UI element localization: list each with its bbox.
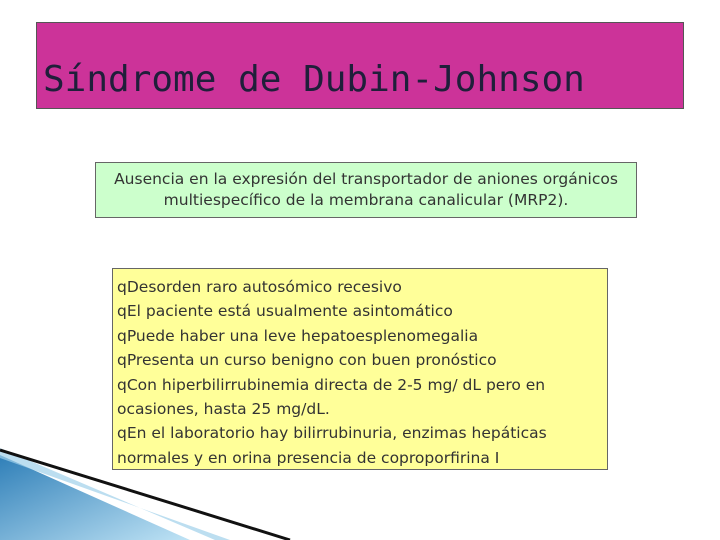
list-item-text: Con hiperbilirrubinemia directa de 2-5 mg/ dL pero en [126,375,546,394]
list-item-text: Presenta un curso benigno con buen pronóstico [126,351,497,370]
list-item [117,373,603,422]
definition-box [95,162,637,218]
definition-line-1: Ausencia en la expresión del transportador de aniones orgánicos [114,170,618,188]
title-banner [36,22,684,109]
definition-text [114,169,618,211]
list-item [117,275,603,299]
bullet-marker: q [117,424,127,443]
list-item [117,324,603,348]
slide-title: Síndrome de Dubin-Johnson [43,59,585,100]
corner-decoration [0,440,300,540]
list-item-text: En el laboratorio hay bilirrubinuria, enzimas hepáticas [126,424,547,443]
list-item-continuation: ocasiones, hasta 25 mg/dL. [117,400,330,419]
bullet-marker: q [117,302,127,321]
list-item [117,348,603,372]
definition-line-2: multiespecífico de la membrana canalicular (MRP2). [163,191,569,209]
list-item-continuation: normales y en orina presencia de coproporfirina I [117,448,500,467]
bullet-marker: q [117,278,127,296]
list-item-text: Desorden raro autosómico recesivo [126,278,402,296]
list-item [117,299,603,323]
list-item-text: El paciente está usualmente asintomático [126,302,453,321]
bullet-marker: q [117,375,127,394]
bullet-marker: q [117,351,127,370]
list-item-text: Puede haber una leve hepatoesplenomegalia [126,326,479,345]
bullet-marker: q [117,326,127,345]
